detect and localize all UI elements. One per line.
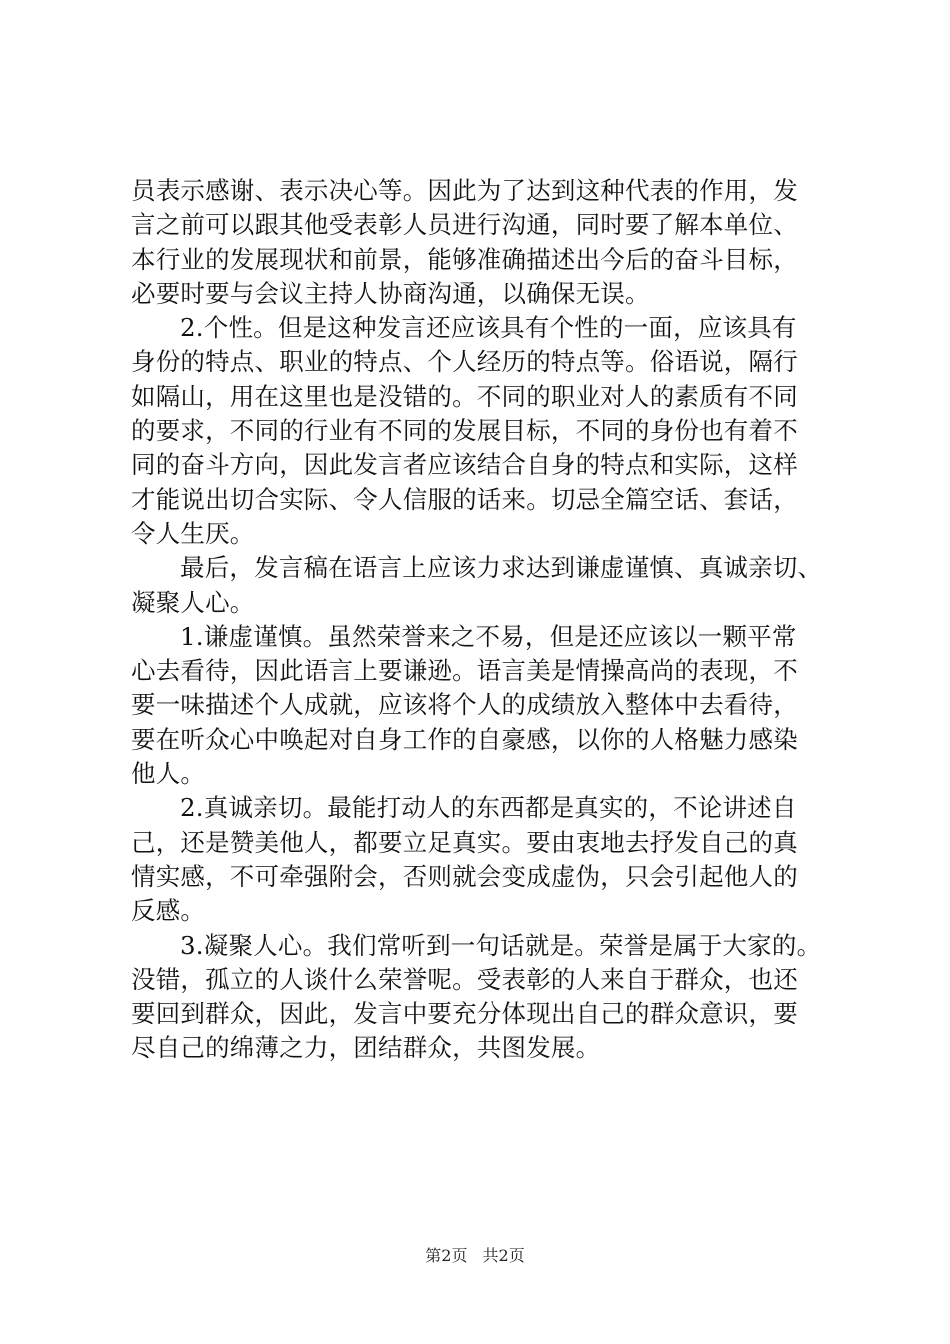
- text-line: 最后，发言稿在语言上应该力求达到谦虚谨慎、真诚亲切、: [180, 553, 823, 583]
- text-line: 言之前可以跟其他受表彰人员进行沟通，同时要了解本单位、: [131, 210, 798, 240]
- text-line: 员表示感谢、表示决心等。因此为了达到这种代表的作用，发: [131, 176, 798, 205]
- text-line: 情实感，不可牵强附会，否则就会变成虚伪，只会引起他人的: [131, 861, 798, 891]
- text-line: 凝聚人心。: [131, 587, 255, 617]
- body-text: [131, 174, 851, 1066]
- text-line: 如隔山，用在这里也是没错的。不同的职业对人的素质有不同: [131, 381, 798, 411]
- text-line: 3.凝聚人心。我们常听到一句话就是。荣誉是属于大家的。: [180, 930, 822, 960]
- text-line: 他人。: [131, 759, 206, 789]
- text-line: 心去看待，因此语言上要谦逊。语言美是情操高尚的表现，不: [131, 656, 798, 686]
- text-line: 同的奋斗方向，因此发言者应该结合自身的特点和实际，这样: [131, 450, 798, 480]
- text-line: 要在听众心中唤起对自身工作的自豪感，以你的人格魅力感染: [131, 724, 798, 754]
- text-line: 本行业的发展现状和前景，能够准确描述出今后的奋斗目标，: [131, 244, 798, 274]
- text-line: 没错，孤立的人谈什么荣誉呢。受表彰的人来自于群众，也还: [131, 964, 798, 994]
- text-line: 令人生厌。: [131, 518, 255, 548]
- text-line: 尽自己的绵薄之力，团结群众，共图发展。: [131, 1033, 601, 1063]
- page-footer: [0, 1245, 950, 1267]
- text-line: 才能说出切合实际、令人信服的话来。切忌全篇空话、套话，: [131, 484, 798, 514]
- text-line: 要一味描述个人成就，应该将个人的成绩放入整体中去看待，: [131, 690, 798, 720]
- text-line: 己，还是赞美他人，都要立足真实。要由衷地去抒发自己的真: [131, 827, 798, 857]
- text-line: 要回到群众，因此，发言中要充分体现出自己的群众意识，要: [131, 999, 798, 1029]
- text-line: 1.谦虚谨慎。虽然荣誉来之不易，但是还应该以一颗平常: [180, 621, 797, 651]
- text-line: 必要时要与会议主持人协商沟通，以确保无误。: [131, 278, 650, 308]
- page-total: 共2页: [482, 1246, 525, 1265]
- text-line: 2.真诚亲切。最能打动人的东西都是真实的，不论讲述自: [180, 793, 797, 823]
- page-number: 第2页: [425, 1246, 468, 1265]
- text-line: 2.个性。但是这种发言还应该具有个性的一面，应该具有: [180, 313, 797, 343]
- text-line: 反感。: [131, 896, 206, 926]
- text-line: 身份的特点、职业的特点、个人经历的特点等。俗语说，隔行: [131, 347, 798, 377]
- text-line: 的要求，不同的行业有不同的发展目标，不同的身份也有着不: [131, 416, 798, 446]
